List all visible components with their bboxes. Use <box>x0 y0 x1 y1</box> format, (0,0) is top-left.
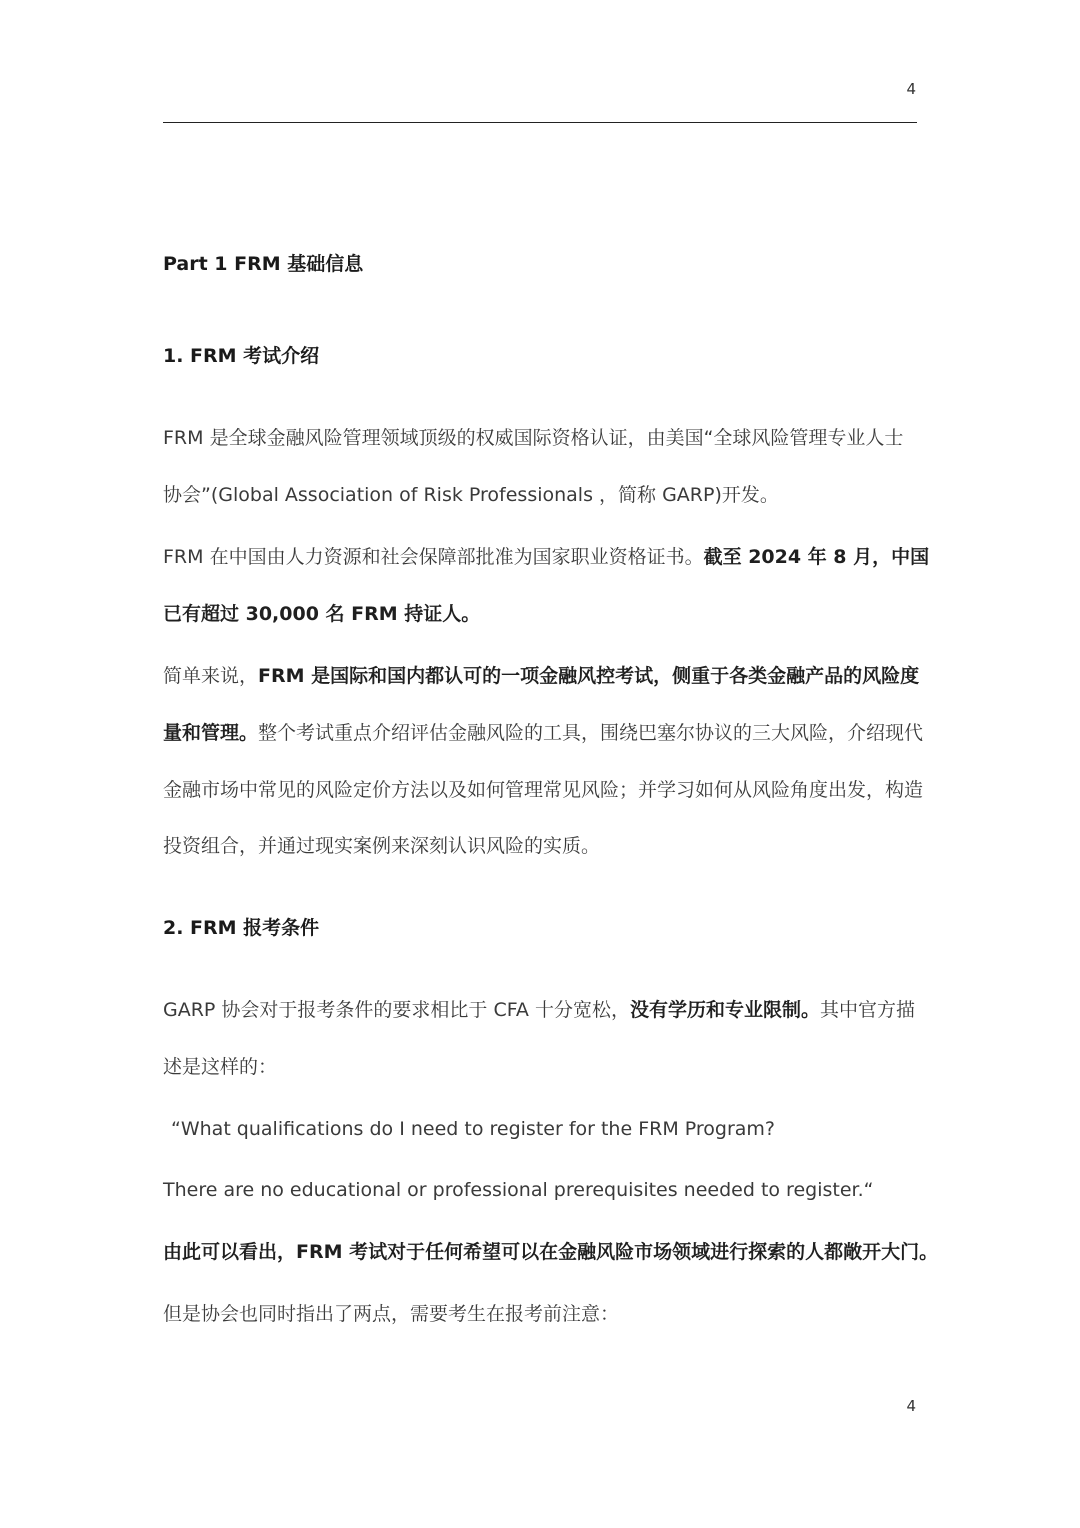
s1-paragraph-2-line-1 <box>163 545 929 569</box>
s1-paragraph-1-line-2: 协会”(Global Association of Risk Professionals ，简称 GARP)开发。 <box>163 484 779 506</box>
s1-paragraph-1-line-1: FRM 是全球金融风险管理领域顶级的权威国际资格认证，由美国“全球风险管理专业人士 <box>163 427 904 449</box>
s1-p3-bold-continuation: 量和管理。 <box>163 722 259 744</box>
part-title: Part 1 FRM 基础信息 <box>163 253 364 275</box>
s2-conclusion: 由此可以看出，FRM 考试对于任何希望可以在金融风险市场领域进行探索的人都敞开大门。 <box>163 1241 939 1263</box>
s2-paragraph-1-line-2: 述是这样的： <box>163 1056 278 1078</box>
s1-p3-normal-text: 整个考试重点介绍评估金融风险的工具，围绕巴塞尔协议的三大风险，介绍现代 <box>258 722 924 744</box>
header-rule <box>163 122 917 123</box>
s1-p3-bold-text: FRM 是国际和国内都认可的一项金融风控考试，侧重于各类金融产品的风险度 <box>258 665 920 687</box>
page-number-top: 4 <box>906 80 916 98</box>
s1-paragraph-3-line-2 <box>163 721 923 745</box>
quote-line-1: “What qualifications do I need to register for the FRM Program? <box>171 1118 776 1140</box>
s1-p2-normal-text: FRM 在中国由人力资源和社会保障部批准为国家职业资格证书。 <box>163 546 704 568</box>
s2-p1-normal-text: GARP 协会对于报考条件的要求相比于 CFA 十分宽松， <box>163 999 630 1021</box>
s1-paragraph-3-line-3: 金融市场中常见的风险定价方法以及如何管理常见风险；并学习如何从风险角度出发，构造 <box>163 779 924 801</box>
section-2-heading: 2. FRM 报考条件 <box>163 917 320 939</box>
s2-p1-trailing-text: 其中官方描 <box>819 999 915 1021</box>
s1-p3-lead-text: 简单来说， <box>163 665 259 687</box>
s1-paragraph-3-line-4: 投资组合，并通过现实案例来深刻认识风险的实质。 <box>163 835 601 857</box>
s1-paragraph-3-line-1 <box>163 664 919 688</box>
page-number-bottom: 4 <box>906 1397 916 1415</box>
s1-paragraph-2-line-2: 已有超过 30,000 名 FRM 持证人。 <box>163 603 481 625</box>
s2-note: 但是协会也同时指出了两点，需要考生在报考前注意： <box>163 1303 620 1325</box>
section-1-heading: 1. FRM 考试介绍 <box>163 345 320 367</box>
s1-p2-bold-text: 截至 2024 年 8 月，中国 <box>703 546 930 568</box>
s2-p1-bold-text: 没有学历和专业限制。 <box>629 999 820 1021</box>
quote-line-2: There are no educational or professional prerequisites needed to register.“ <box>163 1179 874 1201</box>
s2-paragraph-1-line-1 <box>163 998 915 1022</box>
